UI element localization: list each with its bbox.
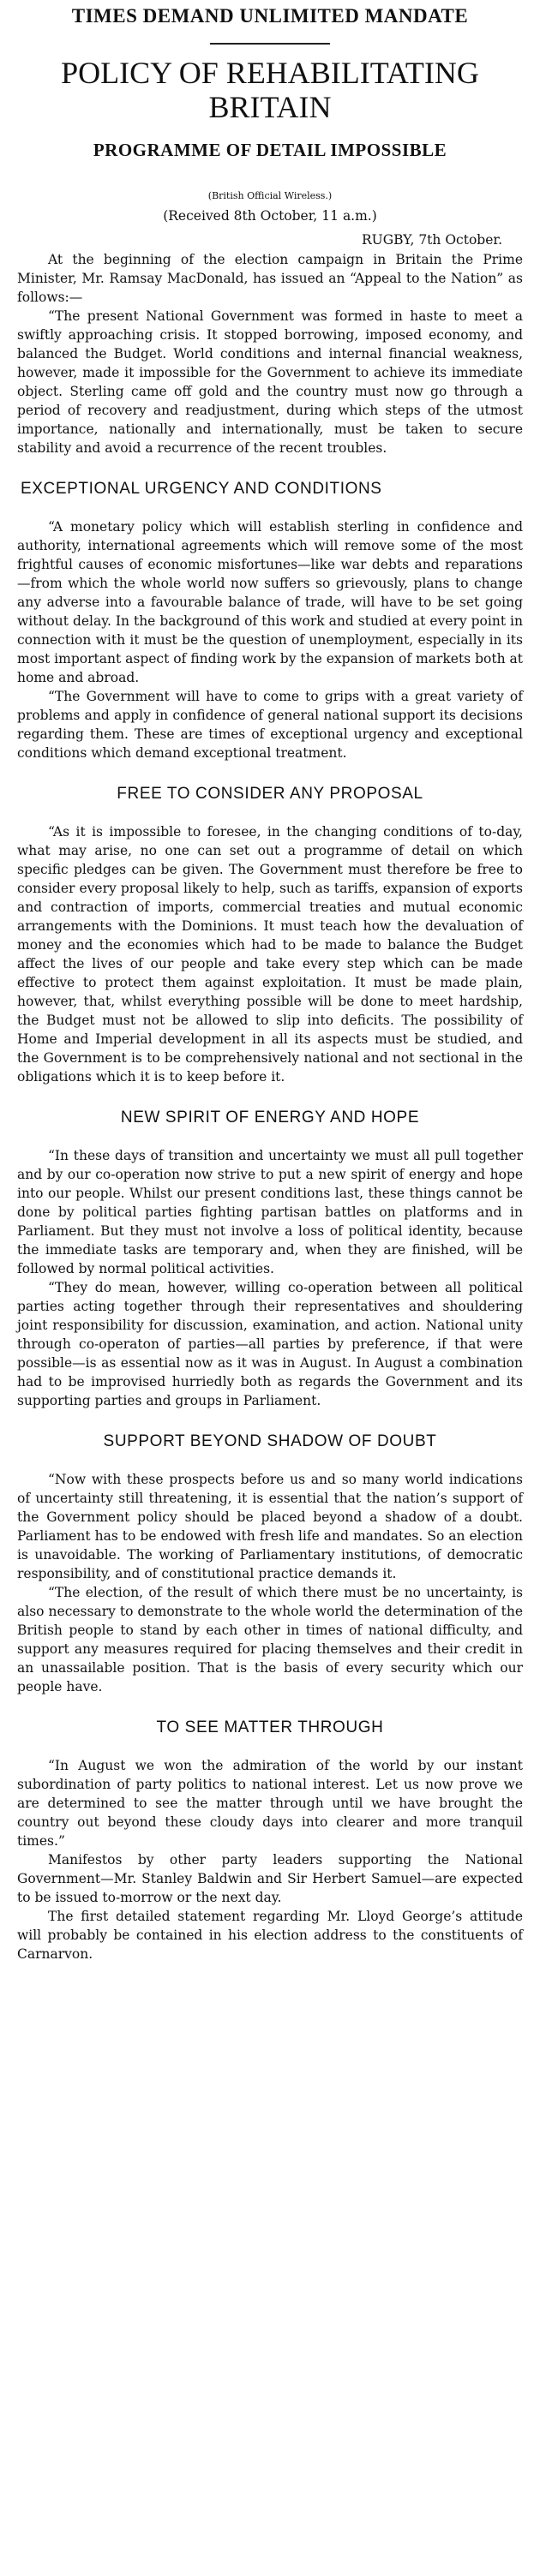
main-headline: POLICY OF REHABILITATING BRITAIN bbox=[61, 56, 479, 124]
section-heading: TO SEE MATTER THROUGH bbox=[156, 1718, 384, 1737]
dateline: RUGBY, 7th October. bbox=[362, 232, 502, 248]
received-line: (Received 8th October, 11 a.m.) bbox=[163, 208, 377, 224]
body-paragraph: “A monetary policy which will establish sterling in confidence and authority, international agreements which will remove some of the most frightful causes of economic misfortunes—like war debts and reparations—from which the whole world now suffers so grievously, plans to change any adverse into a favourable balance of trade, will have to be set going without delay. In the background of this work and studied at every point in connection with it must be the question of unemployment, especially in its most important aspect of finding work by the expansion of markets both at home and abroad. bbox=[17, 519, 523, 686]
body-paragraph: “In these days of transition and uncertainty we must all pull together and by our co-operation now strive to put a new spirit of energy and hope into our people. Whilst our present conditions last, these things cannot be done by political parties fighting partisan battles on platforms and in Parliament. But they must not involve a loss of political identity, because the immediate tasks are temporary and, when they are finished, will be followed by normal political activities. bbox=[17, 1148, 523, 1277]
source-line: (British Official Wireless.) bbox=[207, 190, 333, 202]
body-paragraph: “As it is impossible to foresee, in the changing conditions of to-day, what may arise, no one can set out a programme of detail on which specific pledges can be given. The Government must therefore be free to consider every proposal likely to help, such as tariffs, expansion of exports and contraction of imports, commercial treaties and mutual economic arrangements with the Dominions. It must teach how the devaluation of money and the economies which had to be made to balance the Budget affect the lives of our people and take every step which can be made effective to protect them against exploitation. It must be made plain, however, that, whilst everything possible will be done to meet hardship, the Budget must not be allowed to slip into deficits. The possibility of Home and Imperial development in all its aspects must be studied, and the Government is to be comprehensively national and not sectional in the obligations which it is to keep before it. bbox=[17, 824, 523, 1085]
body-paragraph: “Now with these prospects before us and so many world indications of uncertainty still threatening, it is essential that the nation’s support of the Government policy should be placed beyond a shadow of a doubt. Parliament has to be endowed with fresh life and mandates. So an election is unavoidable. The working of Parliamentary institutions, of democratic responsibility, and of constitutional practice demands it. bbox=[17, 1472, 523, 1582]
sub-headline: PROGRAMME OF DETAIL IMPOSSIBLE bbox=[93, 140, 447, 161]
section-heading: NEW SPIRIT OF ENERGY AND HOPE bbox=[120, 1109, 420, 1127]
article bbox=[17, 0, 523, 1963]
intro-paragraph: At the beginning of the election campaign in Britain the Prime Minister, Mr. Ramsay MacDonald, has issued an “Appeal to the Nation” as follows:— bbox=[17, 252, 523, 306]
top-headline: TIMES DEMAND UNLIMITED MANDATE bbox=[71, 5, 469, 27]
intro-paragraph: “The present National Government was formed in haste to meet a swiftly approaching crisis. It stopped borrowing, imposed economy, and balanced the Budget. World conditions and internal financial weakness, however, made it impossible for the Government to achieve its immediate object. Sterling came off gold and the country must now go through a period of recovery and readjustment, during which steps of the utmost importance, nationally and internationally, must be taken to secure stability and avoid a recurrence of the recent troubles. bbox=[17, 308, 523, 457]
body-paragraph: “They do mean, however, willing co-operation between all political parties acting together through their representatives and shouldering joint responsibility for discussion, examination, and action. National unity through co-operaton of parties—all parties by preference, if that were possible—is as essential now as it was in August. In August a combination had to be improvised hurriedly both as regards the Government and its supporting parties and groups in Parliament. bbox=[17, 1280, 523, 1409]
body-paragraph: “The Government will have to come to grips with a great variety of problems and apply in confidence of general national support its decisions regarding them. These are times of exceptional urgency and exceptional conditions which demand exceptional treatment. bbox=[17, 689, 523, 762]
section-heading: SUPPORT BEYOND SHADOW OF DOUBT bbox=[103, 1432, 437, 1451]
body-paragraph: Manifestos by other party leaders supporting the National Government—Mr. Stanley Baldwin and Sir Herbert Samuel—are expected to be issued to-morrow or the next day. bbox=[17, 1852, 523, 1906]
body-paragraph: “The election, of the result of which there must be no uncertainty, is also necessary to demonstrate to the whole world the determination of the British people to stand by each other in times of national difficulty, and support any measures required for placing themselves and their credit in an unassailable position. That is the basis of every security which our people have. bbox=[17, 1585, 523, 1695]
divider bbox=[210, 43, 330, 45]
section-heading: FREE TO CONSIDER ANY PROPOSAL bbox=[117, 785, 423, 804]
section-heading: EXCEPTIONAL URGENCY AND CONDITIONS bbox=[21, 480, 382, 499]
body-paragraph: The first detailed statement regarding Mr. Lloyd George’s attitude will probably be contained in his election address to the constituents of Carnarvon. bbox=[17, 1909, 523, 1963]
body-paragraph: “In August we won the admiration of the world by our instant subordination of party politics to national interest. Let us now prove we are determined to see the matter through until we have brought the country out beyond these cloudy days into clearer and more tranquil times.” bbox=[17, 1758, 523, 1850]
